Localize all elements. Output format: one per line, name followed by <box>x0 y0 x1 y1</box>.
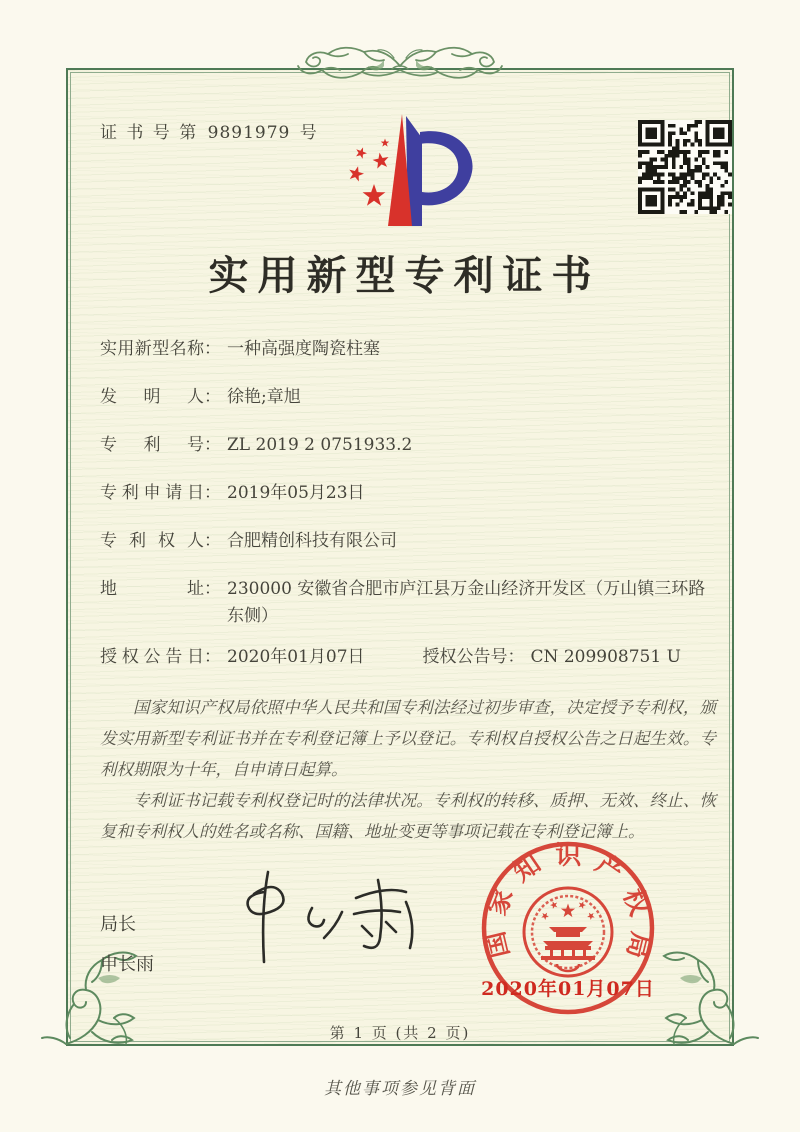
field-label: 专利申请日 <box>100 483 204 503</box>
field-label: 发明人 <box>100 387 204 407</box>
grant-number-label: 授权公告号 <box>422 647 508 667</box>
certificate-number <box>100 118 319 143</box>
qr-code <box>638 120 732 214</box>
field-row-patent-number <box>100 432 716 459</box>
field-label: 实用新型名称 <box>100 339 204 359</box>
field-row-address <box>100 576 716 630</box>
field-row-filing-date <box>100 480 716 507</box>
commissioner-title: 局长 <box>100 914 136 935</box>
field-value: 230000 安徽省合肥市庐江县万金山经济开发区（万山镇三环路东侧） <box>227 579 706 626</box>
seal-arc-text: 国家知识产权局 <box>480 840 656 962</box>
commissioner-signature <box>208 868 428 972</box>
commissioner-name: 申长雨 <box>100 954 154 975</box>
legal-paragraph-2: 专利证书记载专利权登记时的法律状况。专利权的转移、质押、无效、终止、恢复和专利权人的姓名或名称、国籍、地址变更等事项记载在专利登记簿上。 <box>100 791 716 841</box>
back-side-note: 其他事项参见背面 <box>324 1079 476 1099</box>
field-row-grant <box>100 644 716 671</box>
national-emblem-icon <box>524 888 612 976</box>
cnipa-logo-icon <box>336 108 476 230</box>
colon: ： <box>204 579 221 599</box>
colon: ： <box>204 387 221 407</box>
grant-date-value: 2020年01月07日 <box>227 647 365 667</box>
legal-text <box>100 692 716 847</box>
field-row-patentee <box>100 528 716 555</box>
colon: ： <box>204 435 221 455</box>
certificate-number-prefix: 证 书 号 第 <box>100 123 199 143</box>
certificate-number-value: 9891979 <box>207 123 291 143</box>
colon: ： <box>204 339 221 359</box>
field-label: 专利号 <box>100 435 204 455</box>
colon: ： <box>204 531 221 551</box>
field-row-name <box>100 336 716 363</box>
field-label: 地址 <box>100 579 204 599</box>
certificate-title: 实用新型专利证书 <box>208 252 601 299</box>
field-value: 一种高强度陶瓷柱塞 <box>227 339 380 359</box>
field-value: 2019年05月23日 <box>227 483 365 503</box>
field-value: 合肥精创科技有限公司 <box>227 531 397 551</box>
colon: ： <box>507 647 525 667</box>
field-value: 徐艳;章旭 <box>227 387 301 407</box>
legal-paragraph-1: 国家知识产权局依照中华人民共和国专利法经过初步审查，决定授予专利权，颁发实用新型专利证书并在专利登记簿上予以登记。专利权自授权公告之日起生效。专利权期限为十年，自申请日起算。 <box>100 698 716 779</box>
grant-date-label: 授权公告日 <box>100 647 204 667</box>
page-number: 第 1 页 (共 2 页) <box>329 1024 471 1042</box>
certificate-number-suffix: 号 <box>299 123 319 143</box>
grant-number-value: CN 209908751 U <box>530 647 681 667</box>
field-row-inventor <box>100 384 716 411</box>
colon: ： <box>204 483 221 503</box>
field-label: 专利权人 <box>100 531 204 551</box>
colon: ： <box>204 647 221 667</box>
field-value: ZL 2019 2 0751933.2 <box>227 435 413 455</box>
commissioner-block <box>100 905 154 985</box>
seal-date: 2020年01月07日 <box>481 978 655 1000</box>
certificate-content <box>100 336 716 847</box>
